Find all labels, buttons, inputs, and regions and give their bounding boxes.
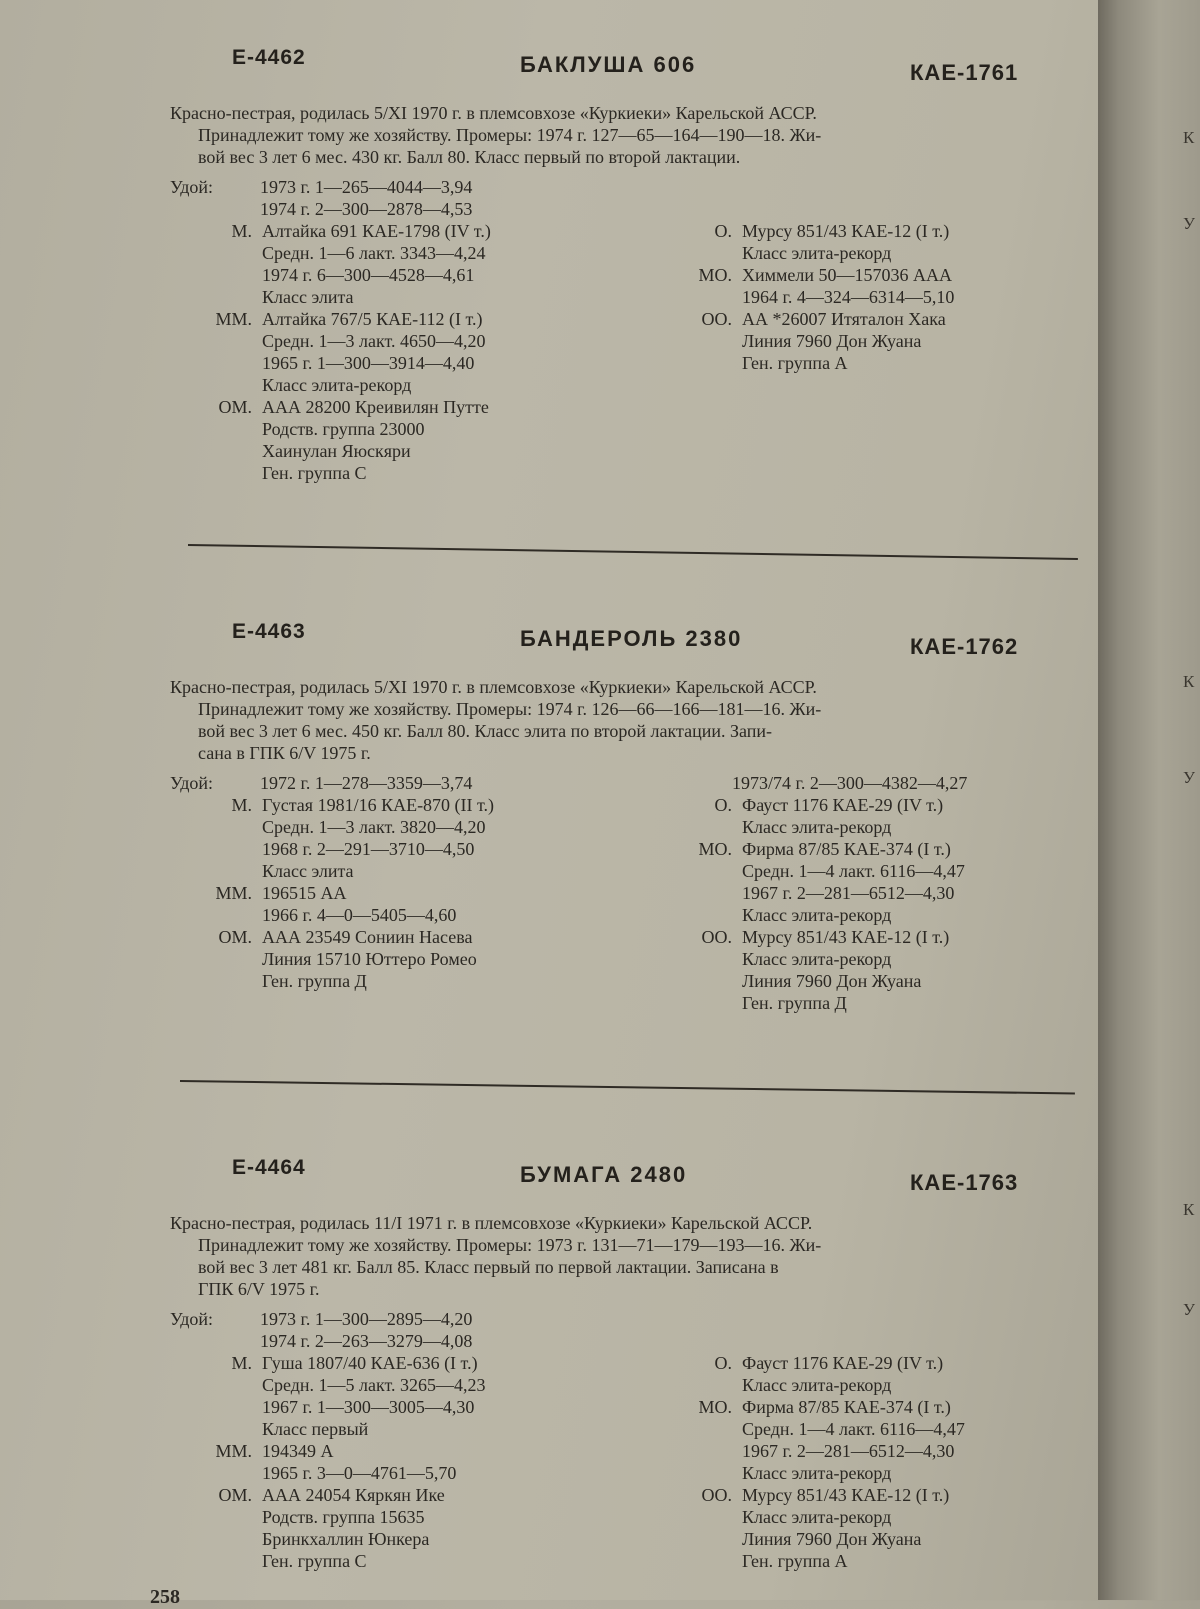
- facing-page-letter: К: [1183, 1200, 1195, 1219]
- relation-line: Класс элита-рекорд: [742, 1375, 892, 1395]
- relation-line: 1964 г. 4—324—6314—5,10: [742, 287, 955, 307]
- relation-line: Класс элита-рекорд: [742, 817, 892, 837]
- description-line: Принадлежит тому же хозяйству. Промеры: 1973 г. 131—71—179—193—16. Жи-: [198, 1235, 822, 1255]
- registry-number: Е-4463: [232, 620, 306, 643]
- animal-name: БАКЛУША 606: [520, 52, 697, 77]
- relation-line: 1965 г. 3—0—4761—5,70: [262, 1463, 457, 1483]
- relation-line: Класс элита-рекорд: [742, 905, 892, 925]
- relation-label: ОО.: [701, 1485, 732, 1505]
- relation-label: М.: [231, 221, 252, 241]
- description-line: Принадлежит тому же хозяйству. Промеры: 1974 г. 126—66—166—181—16. Жи-: [198, 699, 822, 719]
- description-line: ГПК 6/V 1975 г.: [198, 1279, 320, 1299]
- relation-label: ММ.: [215, 309, 252, 329]
- kae-number: КАЕ-1761: [910, 60, 1019, 85]
- registry-number: Е-4464: [232, 1156, 306, 1179]
- relation-line: Фауст 1176 КАЕ-29 (IV т.): [742, 1353, 944, 1373]
- relation-line: Алтайка 767/5 КАЕ-112 (I т.): [262, 309, 483, 329]
- yield-record: 1973 г. 1—300—2895—4,20: [260, 1309, 473, 1329]
- relation-line: Класс элита-рекорд: [742, 1507, 892, 1527]
- relation-line: Ген. группа С: [262, 1551, 367, 1571]
- relation-line: Фирма 87/85 КАЕ-374 (I т.): [742, 1397, 951, 1417]
- yield-record: 1972 г. 1—278—3359—3,74: [260, 773, 473, 793]
- relation-line: Ген. группа А: [742, 353, 848, 373]
- relation-line: Линия 7960 Дон Жуана: [742, 971, 922, 991]
- description-line: сана в ГПК 6/V 1975 г.: [198, 743, 371, 763]
- facing-page-letter: К: [1183, 672, 1195, 691]
- relation-line: Средн. 1—6 лакт. 3343—4,24: [262, 243, 486, 263]
- relation-line: Ген. группа Д: [742, 993, 847, 1013]
- relation-line: Средн. 1—3 лакт. 4650—4,20: [262, 331, 486, 351]
- relation-line: Алтайка 691 КАЕ-1798 (IV т.): [262, 221, 491, 241]
- dam-side: [170, 176, 630, 484]
- animal-entry: [170, 46, 1090, 483]
- yield-record: 1973/74 г. 2—300—4382—4,27: [732, 773, 968, 793]
- relation-line: Средн. 1—5 лакт. 3265—4,23: [262, 1375, 486, 1395]
- relation-label: МО.: [698, 1397, 732, 1417]
- description-line: вой вес 3 лет 6 мес. 450 кг. Балл 80. Класс элита по второй лактации. Запи-: [198, 721, 773, 741]
- relation-line: 1974 г. 6—300—4528—4,61: [262, 265, 475, 285]
- relation-line: 1968 г. 2—291—3710—4,50: [262, 839, 475, 859]
- relation-line: ААА 28200 Креивилян Путте: [262, 397, 489, 417]
- dam-side: [170, 772, 630, 992]
- relation-label: М.: [231, 1353, 252, 1373]
- relation-line: Фауст 1176 КАЕ-29 (IV т.): [742, 795, 944, 815]
- facing-page-letter: У: [1183, 768, 1196, 787]
- relation-label: ОМ.: [218, 927, 252, 947]
- description-line: Красно-пестрая, родилась 5/XI 1970 г. в племсовхозе «Куркиеки» Карельской АССР.: [170, 677, 817, 697]
- relation-line: Линия 7960 Дон Жуана: [742, 1529, 922, 1549]
- relation-label: МО.: [698, 839, 732, 859]
- relation-label: М.: [231, 795, 252, 815]
- entry-description: [170, 676, 1070, 764]
- entry-description: [170, 1212, 1070, 1300]
- registry-number: Е-4462: [232, 46, 306, 69]
- relation-label: ММ.: [215, 1441, 252, 1461]
- relation-label: О.: [714, 221, 732, 241]
- relation-line: Линия 15710 Юттеро Ромео: [262, 949, 477, 969]
- relation-line: Ген. группа Д: [262, 971, 367, 991]
- relation-line: Ген. группа С: [262, 463, 367, 483]
- relation-line: Мурсу 851/43 КАЕ-12 (I т.): [742, 221, 950, 241]
- relation-label: ОМ.: [218, 397, 252, 417]
- relation-label: ОМ.: [218, 1485, 252, 1505]
- relation-line: Хаинулан Яюскяри: [262, 441, 411, 461]
- relation-line: Химмели 50—157036 ААА: [742, 265, 953, 285]
- entry-header: [170, 620, 1090, 668]
- yield-label: Удой:: [170, 773, 214, 793]
- facing-page-letter: У: [1183, 1300, 1196, 1319]
- facing-page-letter: К: [1183, 128, 1195, 147]
- page-number: 258: [150, 1586, 180, 1608]
- kae-number: КАЕ-1763: [910, 1170, 1019, 1195]
- relation-line: Густая 1981/16 КАЕ-870 (II т.): [262, 795, 495, 815]
- dam-side: [170, 1308, 630, 1572]
- yield-label: Удой:: [170, 1309, 214, 1329]
- relation-line: Класс элита: [262, 861, 354, 881]
- relation-line: Родств. группа 23000: [262, 419, 425, 439]
- relation-label: МО.: [698, 265, 732, 285]
- animal-entry: [170, 1156, 1090, 1571]
- facing-page-letter: У: [1183, 214, 1196, 233]
- description-line: Красно-пестрая, родилась 5/XI 1970 г. в племсовхозе «Куркиеки» Карельской АССР.: [170, 103, 817, 123]
- pedigree-block: [170, 772, 1090, 1012]
- relation-line: 1967 г. 2—281—6512—4,30: [742, 1441, 955, 1461]
- relation-line: Класс элита-рекорд: [742, 949, 892, 969]
- description-line: Красно-пестрая, родилась 11/I 1971 г. в племсовхозе «Куркиеки» Карельской АССР.: [170, 1213, 813, 1233]
- relation-label: ОО.: [701, 309, 732, 329]
- sire-side: [670, 1352, 1090, 1572]
- kae-number: КАЕ-1762: [910, 634, 1019, 659]
- yield-record: 1974 г. 2—263—3279—4,08: [260, 1331, 473, 1351]
- relation-line: 1966 г. 4—0—5405—4,60: [262, 905, 457, 925]
- relation-label: О.: [714, 795, 732, 815]
- animal-entry: [170, 620, 1090, 1012]
- pedigree-block: [170, 176, 1090, 483]
- relation-line: Класс элита-рекорд: [742, 1463, 892, 1483]
- relation-line: Класс элита-рекорд: [742, 243, 892, 263]
- entry-header: [170, 46, 1090, 94]
- relation-line: 194349 А: [262, 1441, 334, 1461]
- relation-label: О.: [714, 1353, 732, 1373]
- relation-line: Мурсу 851/43 КАЕ-12 (I т.): [742, 1485, 950, 1505]
- relation-line: ААА 24054 Кяркян Ике: [262, 1485, 445, 1505]
- relation-line: Гуша 1807/40 КАЕ-636 (I т.): [262, 1353, 478, 1373]
- relation-line: 1967 г. 2—281—6512—4,30: [742, 883, 955, 903]
- description-line: вой вес 3 лет 6 мес. 430 кг. Балл 80. Класс первый по второй лактации.: [198, 147, 741, 167]
- relation-line: Класс элита-рекорд: [262, 375, 412, 395]
- relation-line: Фирма 87/85 КАЕ-374 (I т.): [742, 839, 951, 859]
- pedigree-block: [170, 1308, 1090, 1571]
- sire-side: [670, 220, 1090, 374]
- relation-line: ААА 23549 Сониин Насева: [262, 927, 473, 947]
- relation-line: Линия 7960 Дон Жуана: [742, 331, 922, 351]
- relation-line: АА *26007 Итяталон Хака: [742, 309, 946, 329]
- relation-line: Класс первый: [262, 1419, 369, 1439]
- relation-line: Класс элита: [262, 287, 354, 307]
- relation-line: Мурсу 851/43 КАЕ-12 (I т.): [742, 927, 950, 947]
- book-gutter: [1098, 0, 1200, 1600]
- relation-line: Средн. 1—4 лакт. 6116—4,47: [742, 861, 965, 881]
- yield-label: Удой:: [170, 177, 214, 197]
- relation-line: Бринкхаллин Юнкера: [262, 1529, 430, 1549]
- yield-record: 1973 г. 1—265—4044—3,94: [260, 177, 473, 197]
- relation-line: Средн. 1—3 лакт. 3820—4,20: [262, 817, 486, 837]
- relation-label: ММ.: [215, 883, 252, 903]
- relation-label: ОО.: [701, 927, 732, 947]
- sire-side: [670, 772, 1090, 1014]
- animal-name: БАНДЕРОЛЬ 2380: [520, 626, 743, 651]
- relation-line: Ген. группа А: [742, 1551, 848, 1571]
- entry-header: [170, 1156, 1090, 1204]
- relation-line: Средн. 1—4 лакт. 6116—4,47: [742, 1419, 965, 1439]
- yield-record: 1974 г. 2—300—2878—4,53: [260, 199, 473, 219]
- relation-line: Родств. группа 15635: [262, 1507, 425, 1527]
- relation-line: 1967 г. 1—300—3005—4,30: [262, 1397, 475, 1417]
- description-line: вой вес 3 лет 481 кг. Балл 85. Класс первый по первой лактации. Записана в: [198, 1257, 779, 1277]
- animal-name: БУМАГА 2480: [520, 1162, 688, 1187]
- description-line: Принадлежит тому же хозяйству. Промеры: 1974 г. 127—65—164—190—18. Жи-: [198, 125, 822, 145]
- relation-line: 196515 АА: [262, 883, 347, 903]
- relation-line: 1965 г. 1—300—3914—4,40: [262, 353, 475, 373]
- entry-description: [170, 102, 1070, 168]
